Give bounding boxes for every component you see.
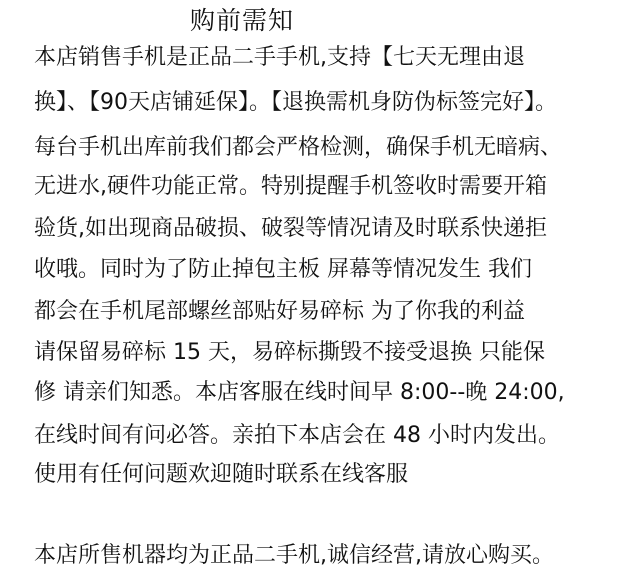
notice-line: 收哦。同时为了防止掉包主板 屏幕等情况发生 我们 [34,257,532,282]
notice-title: 购前需知 [190,6,295,35]
notice-line: 本店销售手机是正品二手手机,支持【七天无理由退 [34,45,525,70]
notice-line: 无进水,硬件功能正常。特别提醒手机签收时需要开箱 [34,174,547,199]
notice-line: 验货,如出现商品破损、破裂等情况请及时联系快递拒 [34,216,547,241]
notice-line: 换】、【90天店铺延保】。【退换需机身防伪标签完好】。 [34,90,557,115]
notice-line: 修 请亲们知悉。本店客服在线时间早 8:00--晚 24:00, [34,380,565,405]
notice-line: 每台手机出库前我们都会严格检测，确保手机无暗病、 [34,135,563,160]
notice-line: 都会在手机尾部螺丝部贴好易碎标 为了你我的利益 [34,299,525,324]
notice-line: 在线时间有问必答。亲拍下本店会在 48 小时内发出。 [34,423,560,448]
notice-footer: 本店所售机器均为正品二手机,诚信经营,请放心购买。 [34,543,554,568]
notice-line: 使用有任何问题欢迎随时联系在线客服 [34,462,409,487]
notice-line: 请保留易碎标 15 天，易碎标撕毁不接受退换 只能保 [34,340,545,365]
